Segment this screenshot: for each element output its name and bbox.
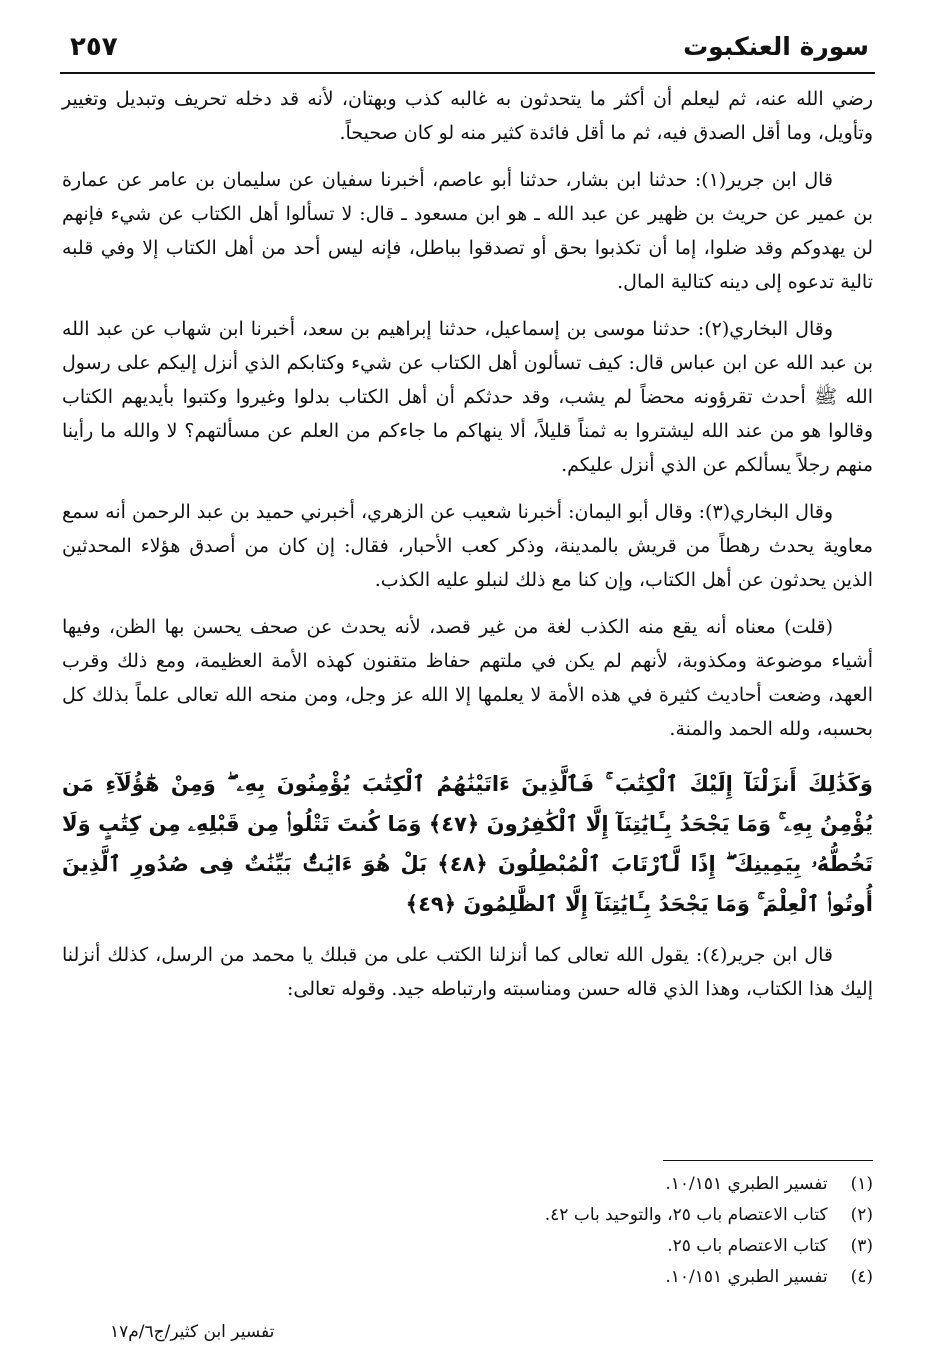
footnote-4 bbox=[273, 1262, 873, 1293]
paragraph-2: قال ابن جرير(١): حدثنا ابن بشار، حدثنا أبو عاصم، أخبرنا سفيان عن سليمان بن عامر عن عمارة بن عمير عن حريث بن ظهير عن عبد الله ـ هو ابن مسعود ـ قال: لا تسألوا أهل الكتاب عن شيء فإنهم لن يهدوكم وقد ضلوا، إما أن تكذبوا بحق أو تصدقوا بباطل، فإنه ليس أحد من أهل الكتاب إلا وفي قلبه تالية تدعوه إلى دينه كتالية المال. bbox=[62, 169, 873, 293]
page-header bbox=[60, 28, 875, 74]
footnote-number: (٢) bbox=[850, 1205, 873, 1225]
footnote-text: تفسير الطبري ١٠/١٥١. bbox=[665, 1267, 828, 1287]
page-footer: تفسير ابن كثير/ج٦/م١٧ bbox=[110, 1322, 275, 1342]
page-number: ٢٥٧ bbox=[70, 32, 118, 62]
paragraph-5: (قلت) معناه أنه يقع منه الكذب لغة من غير قصد، لأنه يحدث عن صحف يحسن بها الظن، وفيها أشياء موضوعة ومكذوبة، لأنهم لم يكن في ملتهم حفاظ متقنون كهذه الأمة العظيمة، ومع ذلك وقرب العهد، وضعت أحاديث كثيرة في هذه الأمة لا يعلمها إلا الله عز وجل، ومن منحه الله تعالى علماً بذلك كل بحسبه، ولله الحمد والمنة. bbox=[62, 616, 873, 740]
footnote-number: (١) bbox=[850, 1174, 873, 1194]
footnotes bbox=[273, 1160, 873, 1293]
footnote-text: كتاب الاعتصام باب ٢٥. bbox=[667, 1236, 828, 1256]
paragraph-4: وقال البخاري(٣): وقال أبو اليمان: أخبرنا شعيب عن الزهري، أخبرني حميد بن عبد الرحمن أنه سمع معاوية يحدث رهطاً من قريش بالمدينة، وذكر كعب الأحبار، فقال: إن كان من أصدق هؤلاء المحدثين الذين يحدثون عن أهل الكتاب، وإن كنا مع ذلك لنبلو عليه الكذب. bbox=[62, 501, 873, 591]
quran-verses: وَكَذَٰلِكَ أَنزَلْنَآ إِلَيْكَ ٱلْكِتَٰبَ ۚ فَٱلَّذِينَ ءَاتَيْنَٰهُمُ ٱلْكِتَٰبَ يُؤْمِنُونَ بِهِۦ ۖ وَمِنْ هَٰٓؤُلَآءِ مَن يُؤْمِنُ بِهِۦ ۚ وَمَا يَجْحَدُ بِـَٔايَٰتِنَآ إِلَّا ٱلْكَٰفِرُونَ ﴿٤٧﴾ وَمَا كُنتَ تَتْلُوا۟ مِن قَبْلِهِۦ مِن كِتَٰبٍ وَلَا تَخُطُّهُۥ بِيَمِينِكَ ۖ إِذًا لَّٱرْتَابَ ٱلْمُبْطِلُونَ ﴿٤٨﴾ بَلْ هُوَ ءَايَٰتٌۢ بَيِّنَٰتٌ فِى صُدُورِ ٱلَّذِينَ أُوتُوا۟ ٱلْعِلْمَ ۚ وَمَا يَجْحَدُ بِـَٔايَٰتِنَآ إِلَّا ٱلظَّٰلِمُونَ ﴿٤٩﴾ bbox=[62, 772, 874, 916]
surah-title: سورة العنكبوت bbox=[683, 32, 869, 61]
page-body bbox=[62, 82, 873, 1019]
paragraph-1: رضي الله عنه، ثم ليعلم أن أكثر ما يتحدثون به غالبه كذب وبهتان، لأنه قد دخله تحريف وتبديل وتغيير وتأويل، وما أقل الصدق فيه، ثم ما أقل فائدة كثير منه لو كان صحيحاً. bbox=[62, 88, 873, 144]
footnote-3 bbox=[273, 1231, 873, 1262]
paragraph-3: وقال البخاري(٢): حدثنا موسى بن إسماعيل، حدثنا إبراهيم بن سعد، أخبرنا ابن شهاب عن عبد الله بن عبد الله عن ابن عباس قال: كيف تسألون أهل الكتاب عن شيء وكتابكم الذي أنزل إليكم على رسول الله ﷺ أحدث تقرؤونه محضاً لم يشب، وقد حدثكم أن أهل الكتاب بدلوا وغيروا وكتبوا بأيديهم الكتاب وقالوا هو من عند الله ليشتروا به ثمناً قليلاً، ألا ينهاكم ما جاءكم من العلم عن مسألتهم؟ لا والله ما رأينا منهم رجلاً يسألكم عن الذي أنزل عليكم. bbox=[62, 318, 873, 476]
footnote-number: (٣) bbox=[850, 1236, 873, 1256]
footnote-1 bbox=[273, 1169, 873, 1200]
footnote-text: تفسير الطبري ١٠/١٥١. bbox=[665, 1174, 828, 1194]
closing-paragraph: قال ابن جرير(٤): يقول الله تعالى كما أنزلنا الكتب على من قبلك يا محمد من الرسل، كذلك أنزلنا إليك هذا الكتاب، وهذا الذي قاله حسن ومناسبته وارتباطه جيد. وقوله تعالى: bbox=[62, 944, 873, 1000]
footnote-2 bbox=[273, 1200, 873, 1231]
footnote-text: كتاب الاعتصام باب ٢٥، والتوحيد باب ٤٢. bbox=[544, 1205, 828, 1225]
footnote-number: (٤) bbox=[850, 1267, 873, 1287]
footnote-divider bbox=[663, 1160, 873, 1161]
